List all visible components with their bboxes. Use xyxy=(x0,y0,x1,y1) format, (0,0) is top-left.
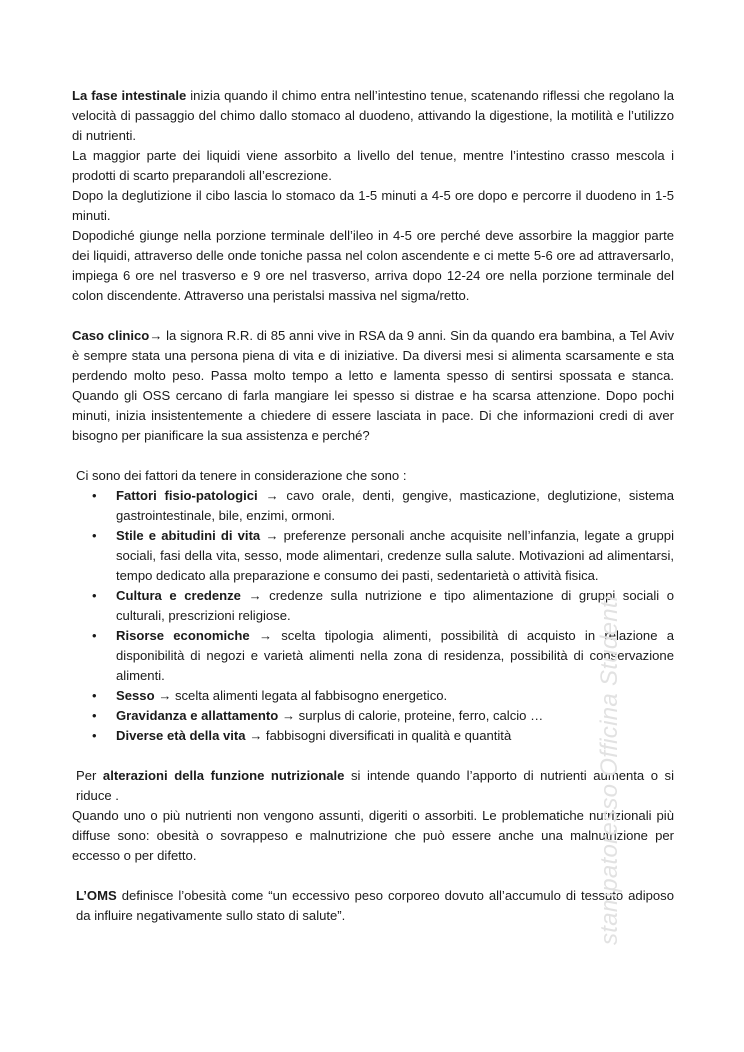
oms-text: definisce l’obesità come “un eccessivo peso corporeo dovuto all’accumulo di tessuto adiposo da influire negativamente sullo stato di salute”. xyxy=(76,888,674,923)
factor-term: Sesso xyxy=(116,688,155,703)
term-oms: L’OMS xyxy=(76,888,117,903)
factor-text: → scelta tipologia alimenti, possibilità di acquisto in relazione a disponibilità di negozi e varietà alimenti nella zona di residenza, possibilità di conservazione alimenti. xyxy=(116,628,674,683)
factor-term: Stile e abitudini di vita xyxy=(116,528,261,543)
paragraph-oms xyxy=(72,886,674,926)
list-item xyxy=(72,686,674,706)
factors-intro: Ci sono dei fattori da tenere in considerazione che sono : xyxy=(76,468,407,483)
term-intestinal-phase: La fase intestinale xyxy=(72,88,187,103)
factor-term: Diverse età della vita xyxy=(116,728,246,743)
list-item xyxy=(72,526,674,586)
term-clinical-case: Caso clinico xyxy=(72,328,150,343)
paragraph-transit: Dopodiché giunge nella porzione terminale dell’ileo in 4-5 ore perché deve assorbire la maggior parte dei liquidi, attraverso delle onde toniche passa nel colon ascendente e ci mette 5-6 ore ad attraversarlo, impiega 6 ore nel trasverso e 9 ore nel trasverso, arriva dopo 12-24 ore nella porzione terminale del colon discendente. Attraverso una peristalsi massiva nel sigma/retto. xyxy=(72,228,674,303)
factor-text: → fabbisogni diversificati in qualità e quantità xyxy=(245,728,512,743)
factor-text: → preferenze personali anche acquisite nell’infanzia, legate a gruppi sociali, fasi della vita, sesso, mode alimentari, credenze sulla salute. Motivazioni ad alimentarsi, tempo dedicato alla preparazione e consumo dei pasti, sedentarietà o attività fisica. xyxy=(116,528,675,583)
paragraph-alterations xyxy=(72,766,674,806)
paragraph-clinical-case xyxy=(72,326,674,446)
alterations-text: si intende quando l’apporto di nutrienti aumenta o si riduce . xyxy=(76,768,675,803)
clinical-case-text: la signora R.R. di 85 anni vive in RSA da 9 anni. Sin da quando era bambina, a Tel Aviv è sempre stata una persona piena di vita e di iniziative. Da diversi mesi si alimenta scarsamente e sta perdendo molto peso. Passa molto tempo a letto e lamenta spesso di sentirsi spossata e stanca. Quando gli OSS cercano di farla mangiare lei spesso si distrae e ha scarsa attenzione. Dopo pochi minuti, inizia insistentemente a chiedere di essere lasciata in pace. Di che informazioni credi di aver bisogno per pianificare la sua assistenza e perché? xyxy=(72,328,674,443)
term-alterations: alterazioni della funzione nutrizionale xyxy=(102,768,345,783)
paragraph-intestinal-phase xyxy=(72,86,674,146)
alterations-prefix: Per xyxy=(76,768,103,783)
list-item xyxy=(72,726,674,746)
paragraph-deglutition: Dopo la deglutizione il cibo lascia lo stomaco da 1-5 minuti a 4-5 ore dopo e percorre il duodeno in 1-5 minuti. xyxy=(72,188,674,223)
intestinal-phase-text: inizia quando il chimo entra nell’intestino tenue, scatenando riflessi che regolano la velocità di passaggio del chimo dallo stomaco al duodeno, attivando la digestione, la motilità e l’utilizzo di nutrienti. xyxy=(72,88,674,143)
factor-term: Gravidanza e allattamento xyxy=(116,708,279,723)
list-item xyxy=(72,586,674,626)
watermark: stampatoresso Officina Studenti xyxy=(596,595,623,945)
factor-term: Fattori fisio-patologici xyxy=(116,488,258,503)
factor-text: → scelta alimenti legata al fabbisogno energetico. xyxy=(154,688,448,703)
factors-list xyxy=(72,486,674,746)
factor-text: → cavo orale, denti, gengive, masticazione, deglutizione, sistema gastrointestinale, bile, enzimi, ormoni. xyxy=(116,488,674,523)
factor-text: → surplus di calorie, proteine, ferro, calcio … xyxy=(278,708,544,723)
factor-text: → credenze sulla nutrizione e tipo alimentazione di gruppi sociali o culturali, prescrizioni religiose. xyxy=(116,588,675,623)
list-item xyxy=(72,486,674,526)
list-item xyxy=(72,706,674,726)
factor-term: Cultura e credenze xyxy=(116,588,241,603)
list-item xyxy=(72,626,674,686)
paragraph-liquids: La maggior parte dei liquidi viene assorbito a livello del tenue, mentre l’intestino crasso mescola i prodotti di scarto preparandoli all’escrezione. xyxy=(72,148,674,183)
document-body xyxy=(72,86,674,926)
paragraph-nutritional-problems: Quando uno o più nutrienti non vengono assunti, digeriti o assorbiti. Le problematiche nutrizionali più diffuse sono: obesità o sovrappeso e malnutrizione che può essere anche una malnutrizione per eccesso o per difetto. xyxy=(72,808,674,863)
clinical-case-arrow: → xyxy=(149,328,163,343)
factor-term: Risorse economiche xyxy=(116,628,250,643)
